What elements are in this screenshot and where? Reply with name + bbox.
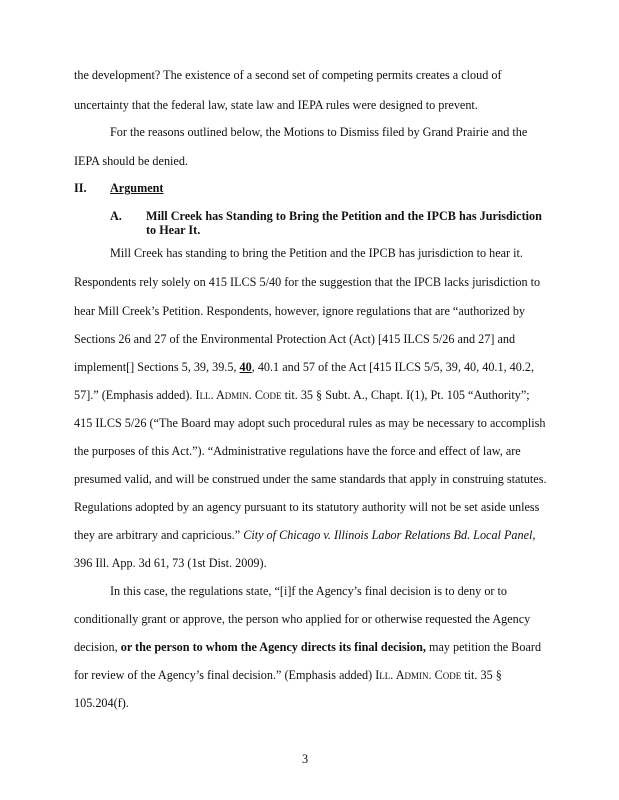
citation-run: Ill. Admin. Code bbox=[195, 388, 282, 402]
body-line: 415 ILCS 5/26 (“The Board may adopt such procedural rules as may be necessary to accomplish bbox=[74, 416, 546, 430]
body-line: hear Mill Creek’s Petition. Respondents, however, ignore regulations that are “authorized by bbox=[74, 304, 526, 318]
body-line bbox=[74, 528, 535, 542]
text-run: implement[] Sections 5, 39, 39.5, bbox=[74, 360, 240, 374]
page-number: 3 bbox=[302, 752, 309, 766]
body-line: uncertainty that the federal law, state law and IEPA rules were designed to prevent. bbox=[74, 98, 478, 112]
body-line: 105.204(f). bbox=[74, 696, 129, 710]
body-line bbox=[74, 388, 530, 402]
emphasis-run: or the person to whom the Agency directs its final decision, bbox=[120, 640, 426, 654]
text-run: may petition the Board bbox=[425, 640, 542, 654]
body-line: conditionally grant or approve, the person who applied for or otherwise requested the Agency bbox=[74, 612, 531, 626]
body-line: 396 Ill. App. 3d 61, 73 (1st Dist. 2009). bbox=[74, 556, 267, 570]
text-run: tit. 35 § bbox=[461, 668, 502, 682]
body-line: presumed valid, and will be construed under the same standards that apply in construing statutes. bbox=[74, 472, 547, 486]
subsection-letter: A. bbox=[110, 209, 122, 223]
text-run: 57].” (Emphasis added). bbox=[74, 388, 196, 402]
body-line: IEPA should be denied. bbox=[74, 154, 188, 168]
text-run: for review of the Agency’s final decision.” (Emphasis added) bbox=[74, 668, 376, 682]
body-line bbox=[74, 360, 534, 374]
emphasis-run: 40 bbox=[239, 360, 252, 374]
subsection-heading-line1: Mill Creek has Standing to Bring the Petition and the IPCB has Jurisdiction bbox=[146, 209, 542, 223]
body-line: Mill Creek has standing to bring the Petition and the IPCB has jurisdiction to hear it. bbox=[110, 246, 523, 260]
citation-run: Ill. Admin. Code bbox=[375, 668, 462, 682]
body-line: For the reasons outlined below, the Motions to Dismiss filed by Grand Prairie and the bbox=[110, 125, 528, 139]
body-line bbox=[74, 640, 541, 654]
body-line: Regulations adopted by an agency pursuant to its statutory authority will not be set aside unless bbox=[74, 500, 540, 514]
body-line: the purposes of this Act.”). “Administrative regulations have the force and effect of law, are bbox=[74, 444, 521, 458]
body-line: Respondents rely solely on 415 ILCS 5/40 for the suggestion that the IPCB lacks jurisdiction to bbox=[74, 275, 541, 289]
section-heading: Argument bbox=[110, 181, 164, 195]
body-line: Sections 26 and 27 of the Environmental Protection Act (Act) [415 ILCS 5/26 and 27] and bbox=[74, 332, 516, 346]
case-citation: City of Chicago v. Illinois Labor Relations Bd. Local Panel, bbox=[243, 528, 536, 542]
section-number: II. bbox=[74, 181, 87, 195]
text-run: decision, bbox=[74, 640, 121, 654]
subsection-heading-line2: to Hear It. bbox=[146, 223, 201, 237]
text-run: , 40.1 and 57 of the Act [415 ILCS 5/5, 39, 40, 40.1, 40.2, bbox=[251, 360, 535, 374]
body-line: the development? The existence of a second set of competing permits creates a cloud of bbox=[74, 68, 502, 82]
body-line bbox=[74, 668, 502, 682]
body-line: In this case, the regulations state, “[i]f the Agency’s final decision is to deny or to bbox=[110, 584, 508, 598]
text-run: they are arbitrary and capricious.” bbox=[74, 528, 244, 542]
text-run: tit. 35 § Subt. A., Chapt. I(1), Pt. 105 “Authority”; bbox=[281, 388, 530, 402]
